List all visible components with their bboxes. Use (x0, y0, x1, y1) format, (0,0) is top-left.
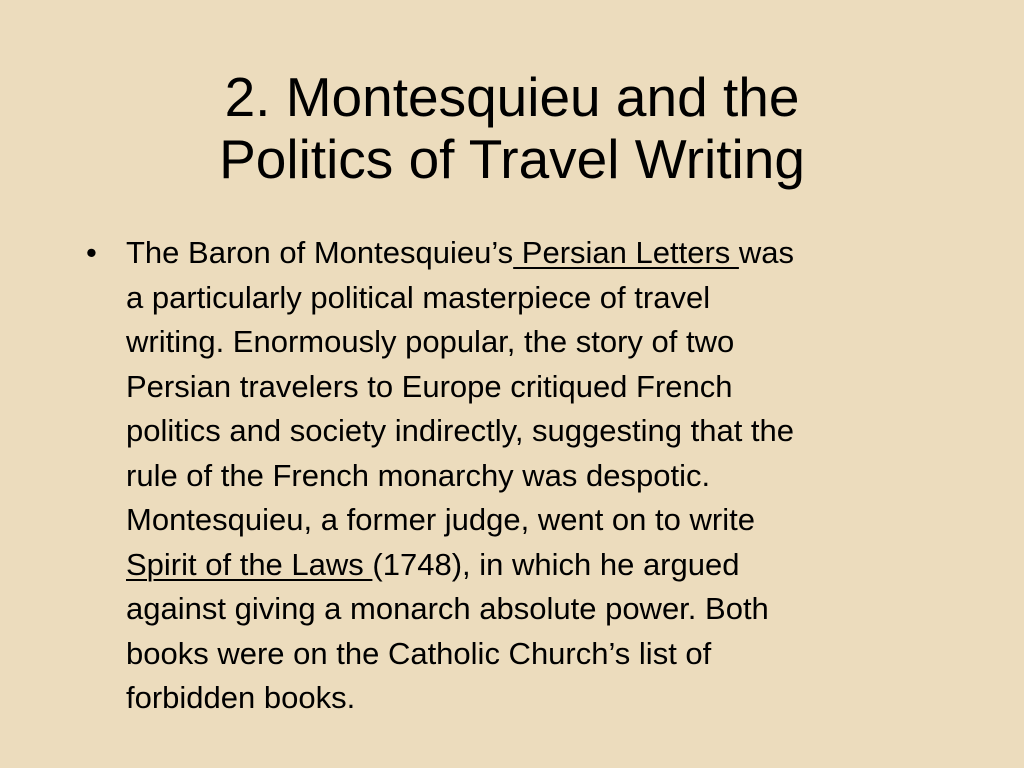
body-text: was (738, 235, 795, 270)
body-line-1 (126, 231, 966, 276)
bullet-list (86, 231, 966, 721)
body-line-6: rule of the French monarchy was despotic. (126, 457, 711, 493)
bullet-icon: • (86, 235, 97, 270)
book-title-spirit-of-the-laws: Spirit of the Laws (126, 546, 373, 582)
body-line-11: forbidden books. (126, 680, 356, 715)
body-line-7: Montesquieu, a former judge, went on to write (126, 502, 755, 537)
body-line-3: writing. Enormously popular, the story of two (126, 324, 735, 359)
body-line-5: politics and society indirectly, suggesting that the (126, 413, 795, 448)
slide-title (60, 66, 964, 190)
body-text: (1748), in which he argued (372, 546, 740, 582)
body-line-2: a particularly political masterpiece of travel (126, 279, 711, 315)
body-line-8 (126, 543, 966, 588)
title-line-2: Politics of Travel Writing (219, 128, 805, 190)
bullet-item (86, 231, 966, 721)
title-line-1: 2. Montesquieu and the (224, 66, 800, 128)
body-text: The Baron of Montesquieu’s (126, 235, 514, 270)
body-line-4: Persian travelers to Europe critiqued French (126, 368, 733, 404)
book-title-persian-letters: Persian Letters (513, 235, 739, 270)
body-line-10: books were on the Catholic Church’s list of (126, 635, 712, 671)
body-line-9: against giving a monarch absolute power. Both (126, 591, 769, 626)
